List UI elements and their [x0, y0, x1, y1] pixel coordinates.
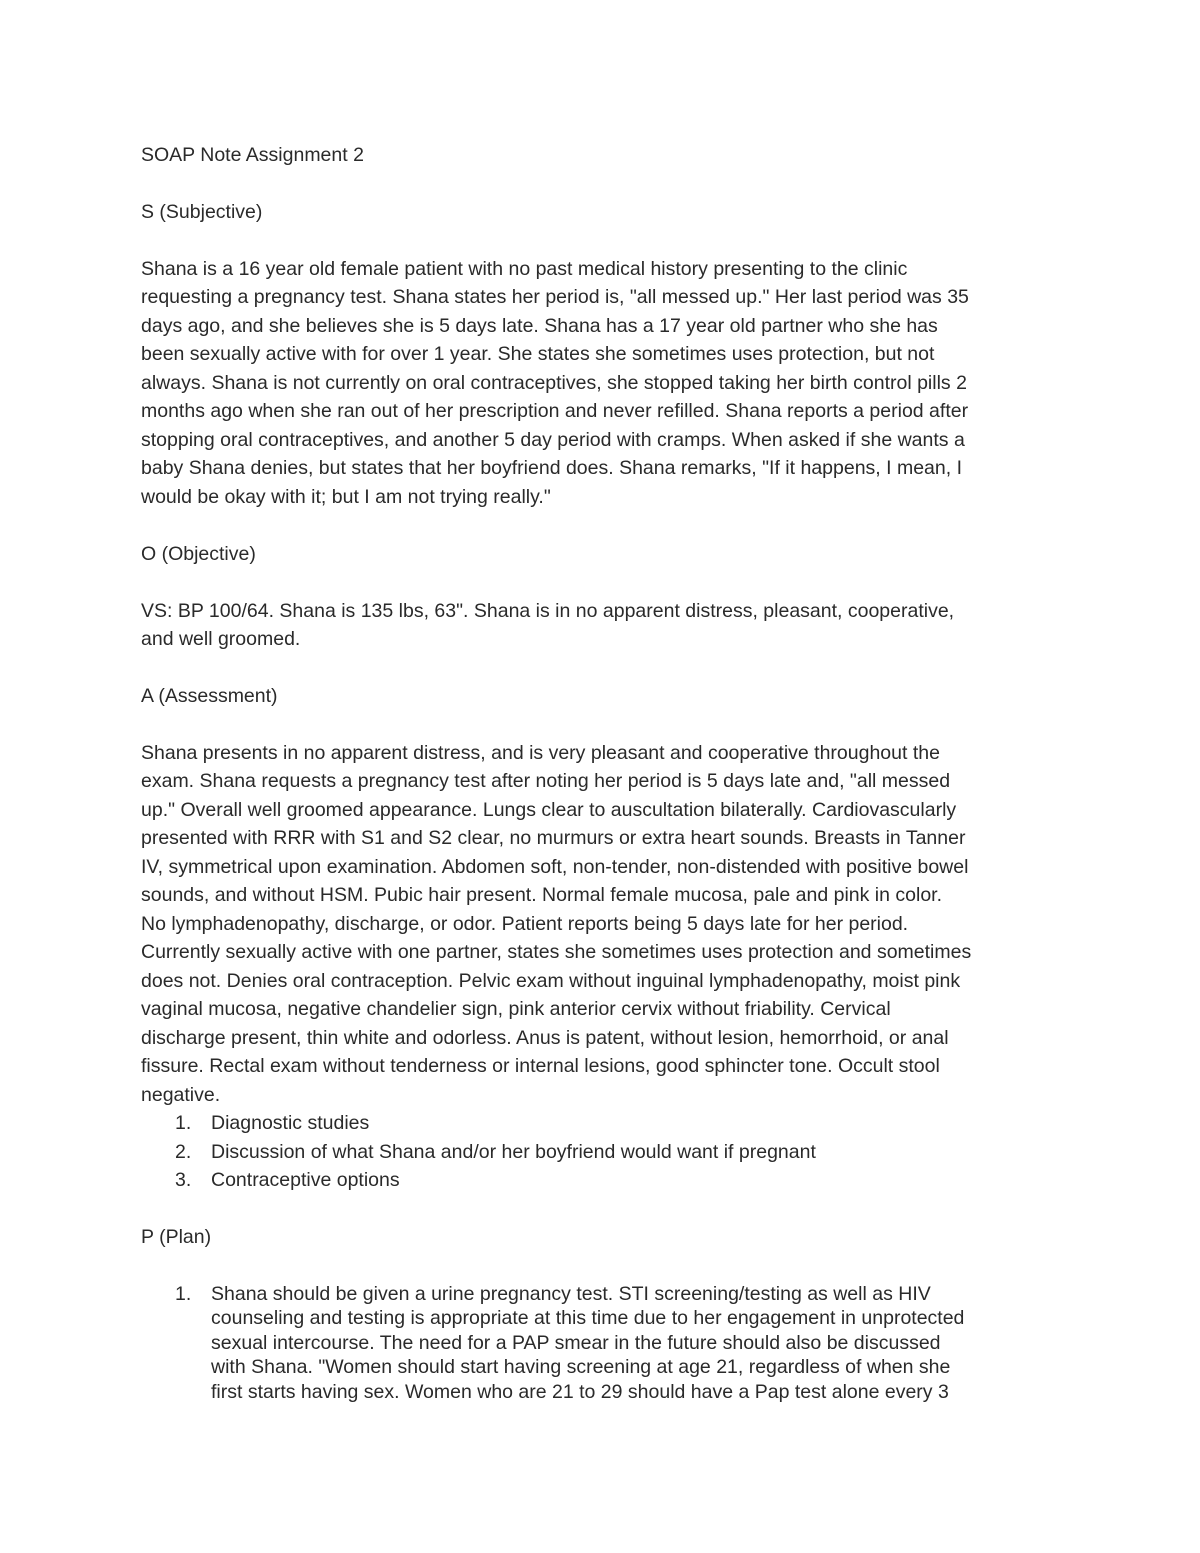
plan-line: first starts having sex. Women who are 21 to 29 should have a Pap test alone every 3: [211, 1381, 949, 1403]
subjective-line: requesting a pregnancy test. Shana states her period is, "all messed up." Her last period was 35: [141, 286, 969, 308]
list-text: Discussion of what Shana and/or her boyfriend would want if pregnant: [211, 1141, 816, 1163]
subjective-line: always. Shana is not currently on oral contraceptives, she stopped taking her birth control pills 2: [141, 372, 967, 394]
subjective-line: been sexually active with for over 1 year. She states she sometimes uses protection, but not: [141, 343, 935, 365]
subjective-line: days ago, and she believes she is 5 days late. Shana has a 17 year old partner who she has: [141, 315, 938, 337]
assessment-line: vaginal mucosa, negative chandelier sign, pink anterior cervix without friability. Cervical: [141, 998, 891, 1020]
assessment-line: fissure. Rectal exam without tenderness or internal lesions, good sphincter tone. Occult stool: [141, 1055, 940, 1077]
assessment-line: No lymphadenopathy, discharge, or odor. Patient reports being 5 days late for her period.: [141, 913, 909, 935]
assessment-line: does not. Denies oral contraception. Pelvic exam without inguinal lymphadenopathy, moist pink: [141, 970, 961, 992]
assessment-line: exam. Shana requests a pregnancy test after noting her period is 5 days late and, "all messed: [141, 770, 951, 792]
list-number: 1.: [175, 1283, 192, 1305]
list-text: Diagnostic studies: [211, 1112, 370, 1134]
assessment-line: discharge present, thin white and odorless. Anus is patent, without lesion, hemorrhoid, or anal: [141, 1027, 949, 1049]
assessment-line: negative.: [141, 1084, 221, 1106]
subjective-line: months ago when she ran out of her prescription and never refilled. Shana reports a period after: [141, 400, 969, 422]
assessment-heading: A (Assessment): [141, 685, 278, 707]
subjective-line: Shana is a 16 year old female patient with no past medical history presenting to the clinic: [141, 258, 908, 280]
objective-heading: O (Objective): [141, 543, 256, 565]
plan-heading: P (Plan): [141, 1226, 212, 1248]
assessment-line: presented with RRR with S1 and S2 clear, no murmurs or extra heart sounds. Breasts in Tanner: [141, 827, 966, 849]
list-number: 2.: [175, 1141, 192, 1163]
objective-line: and well groomed.: [141, 628, 301, 650]
objective-line: VS: BP 100/64. Shana is 135 lbs, 63". Shana is in no apparent distress, pleasant, cooperative,: [141, 600, 955, 622]
assessment-line: Shana presents in no apparent distress, and is very pleasant and cooperative throughout the: [141, 742, 940, 764]
assessment-line: IV, symmetrical upon examination. Abdomen soft, non-tender, non-distended with positive bowel: [141, 856, 969, 878]
document-title: SOAP Note Assignment 2: [141, 144, 364, 166]
list-number: 3.: [175, 1169, 192, 1191]
plan-line: Shana should be given a urine pregnancy test. STI screening/testing as well as HIV: [211, 1283, 931, 1305]
subjective-line: stopping oral contraceptives, and another 5 day period with cramps. When asked if she wants a: [141, 429, 965, 451]
list-number: 1.: [175, 1112, 192, 1134]
plan-line: with Shana. "Women should start having screening at age 21, regardless of when she: [211, 1356, 951, 1378]
assessment-line: Currently sexually active with one partner, states she sometimes uses protection and sometimes: [141, 941, 972, 963]
assessment-line: up." Overall well groomed appearance. Lungs clear to auscultation bilaterally. Cardiovascularly: [141, 799, 957, 821]
subjective-line: would be okay with it; but I am not trying really.": [141, 486, 551, 508]
plan-line: sexual intercourse. The need for a PAP smear in the future should also be discussed: [211, 1332, 941, 1354]
plan-line: counseling and testing is appropriate at this time due to her engagement in unprotected: [211, 1307, 965, 1329]
list-text: Contraceptive options: [211, 1169, 400, 1191]
subjective-heading: S (Subjective): [141, 201, 263, 223]
subjective-line: baby Shana denies, but states that her boyfriend does. Shana remarks, "If it happens, I mean, I: [141, 457, 962, 479]
assessment-line: sounds, and without HSM. Pubic hair present. Normal female mucosa, pale and pink in color.: [141, 884, 942, 906]
